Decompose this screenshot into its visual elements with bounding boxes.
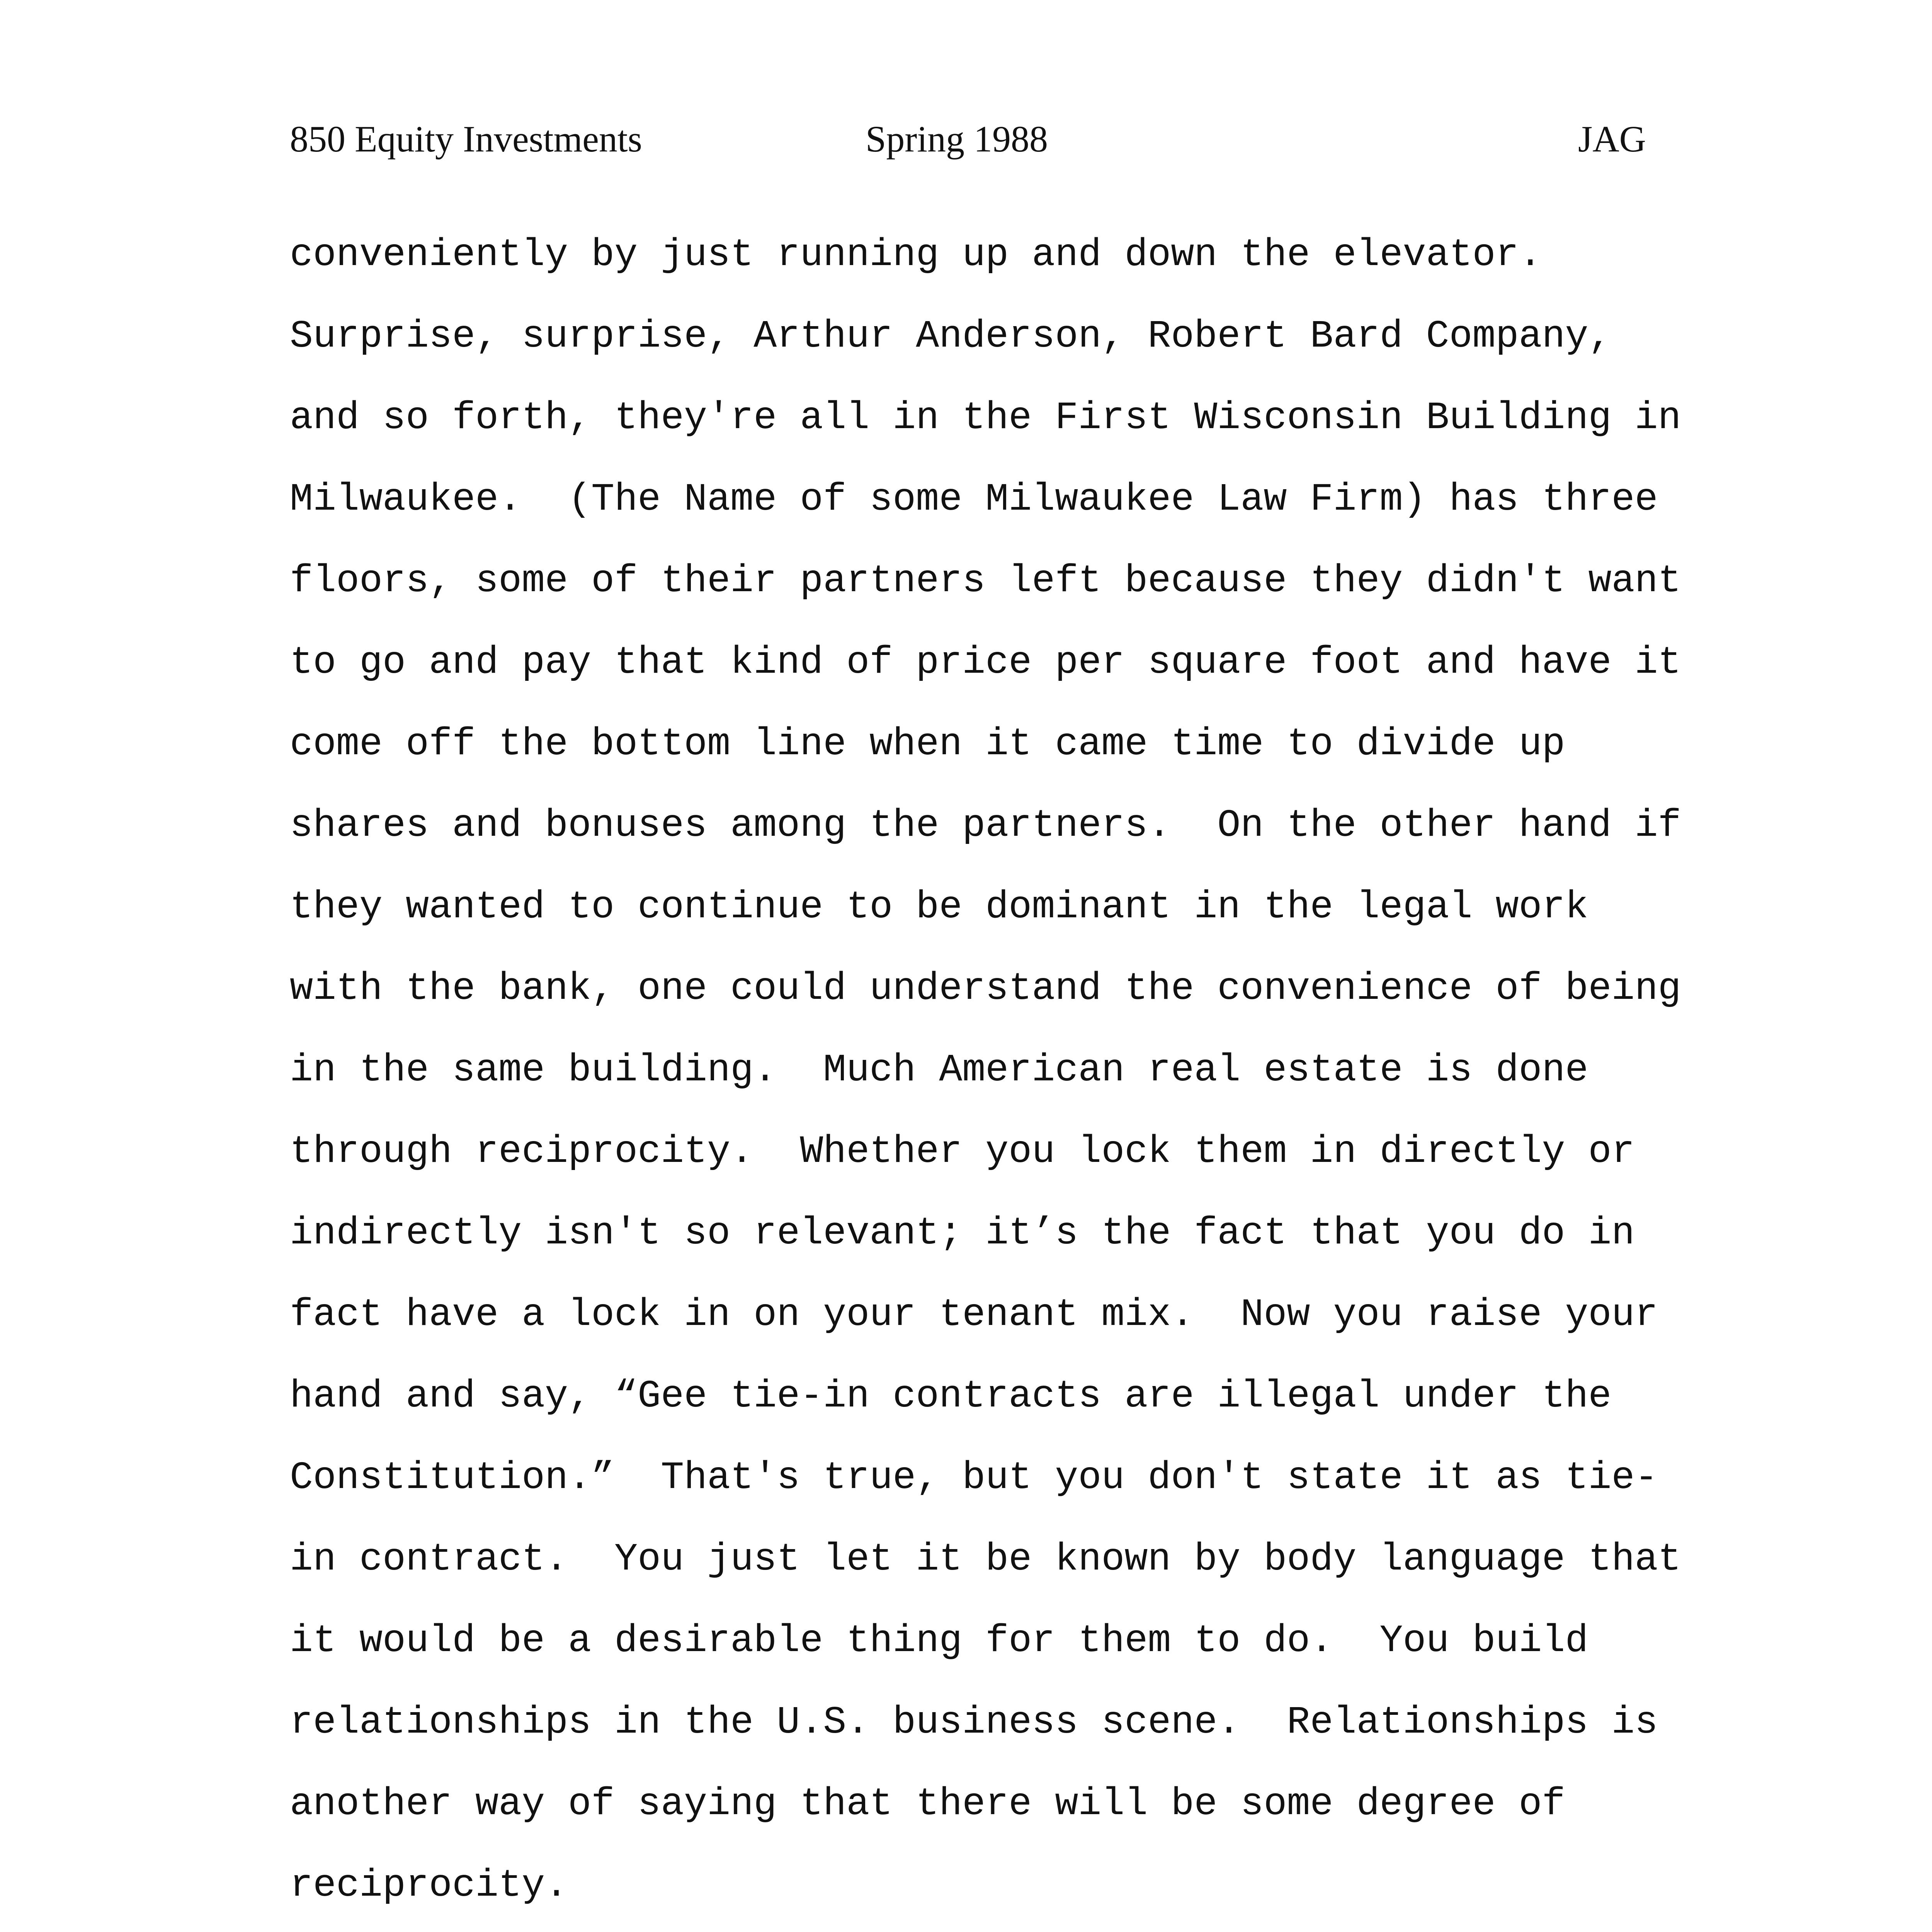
text-line: in the same building. Much American real estate is done: [290, 1049, 1588, 1092]
text-line: conveniently by just running up and down the elevator.: [290, 233, 1542, 277]
text-line: to go and pay that kind of price per square foot and have it: [290, 641, 1681, 685]
header-initials: JAG: [1578, 118, 1646, 160]
text-line: another way of saying that there will be some degree of: [290, 1782, 1565, 1826]
text-line: [290, 1927, 1681, 1932]
text-line: it would be a desirable thing for them to do. You build: [290, 1619, 1588, 1663]
header-term: Spring 1988: [866, 118, 1048, 160]
text-line: hand and say, “Gee tie-in contracts are illegal under the: [290, 1375, 1612, 1418]
header-course-title: 850 Equity Investments: [290, 118, 642, 160]
text-line: in contract. You just let it be known by body language that: [290, 1538, 1681, 1582]
text-line: Surprise, surprise, Arthur Anderson, Robert Bard Company,: [290, 315, 1612, 359]
text-line: Constitution.” That's true, but you don't state it as tie-: [290, 1456, 1658, 1500]
text-line: they wanted to continue to be dominant in the legal work: [290, 886, 1588, 929]
text-line: through reciprocity. Whether you lock them in directly or: [290, 1130, 1635, 1174]
text-line: shares and bonuses among the partners. On the other hand if: [290, 804, 1681, 848]
text-line: and so forth, they're all in the First Wisconsin Building in: [290, 396, 1681, 440]
text-line: with the bank, one could understand the convenience of being: [290, 967, 1681, 1011]
text-line: floors, some of their partners left because they didn't want: [290, 560, 1681, 603]
text-line: reciprocity.: [290, 1864, 568, 1908]
text-line: indirectly isn't so relevant; it’s the fact that you do in: [290, 1212, 1635, 1255]
text-line: fact have a lock in on your tenant mix. Now you raise your: [290, 1293, 1658, 1337]
page-header: [290, 112, 1646, 166]
text-line: come off the bottom line when it came time to divide up: [290, 723, 1565, 766]
text-line: Milwaukee. (The Name of some Milwaukee Law Firm) has three: [290, 478, 1658, 522]
body-text: [290, 214, 1681, 1932]
text-line: relationships in the U.S. business scene. Relationships is: [290, 1701, 1658, 1745]
